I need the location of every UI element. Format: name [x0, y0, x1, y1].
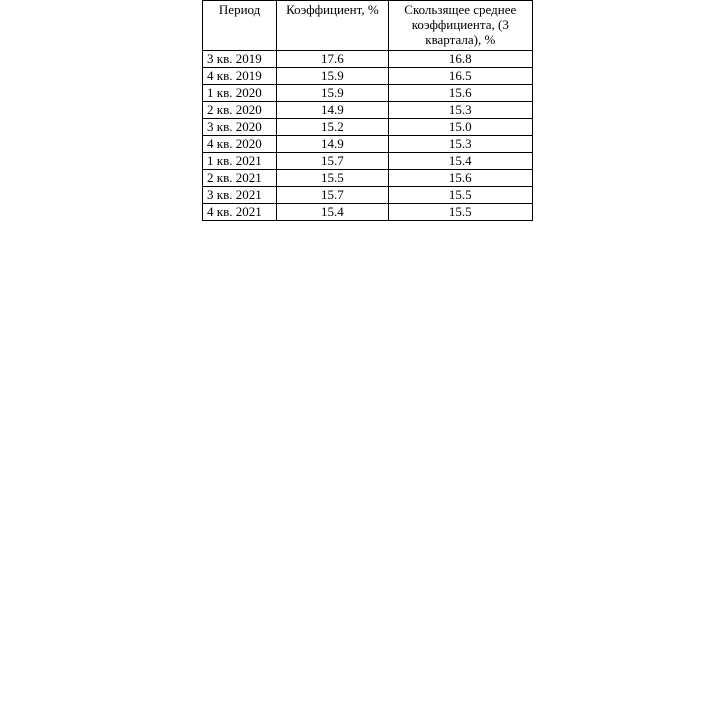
- cell-coefficient: 15.9: [277, 85, 388, 102]
- cell-coefficient: 15.7: [277, 153, 388, 170]
- cell-moving-average: 15.5: [388, 187, 532, 204]
- cell-coefficient: 14.9: [277, 102, 388, 119]
- cell-moving-average: 15.6: [388, 170, 532, 187]
- cell-coefficient: 17.6: [277, 51, 388, 68]
- data-table: [202, 0, 533, 221]
- cell-moving-average: 15.6: [388, 85, 532, 102]
- table-row: [203, 187, 533, 204]
- cell-moving-average: 15.3: [388, 136, 532, 153]
- table-header: [203, 1, 533, 51]
- table-row: [203, 204, 533, 221]
- cell-coefficient: 14.9: [277, 136, 388, 153]
- header-period: Период: [203, 1, 277, 51]
- cell-period: 1 кв. 2021: [203, 153, 277, 170]
- cell-period: 2 кв. 2021: [203, 170, 277, 187]
- table-row: [203, 102, 533, 119]
- cell-coefficient: 15.5: [277, 170, 388, 187]
- table-body: [203, 51, 533, 221]
- cell-period: 3 кв. 2021: [203, 187, 277, 204]
- table-row: [203, 170, 533, 187]
- cell-moving-average: 16.8: [388, 51, 532, 68]
- cell-period: 4 кв. 2019: [203, 68, 277, 85]
- cell-period: 3 кв. 2019: [203, 51, 277, 68]
- cell-moving-average: 16.5: [388, 68, 532, 85]
- cell-moving-average: 15.5: [388, 204, 532, 221]
- cell-coefficient: 15.9: [277, 68, 388, 85]
- cell-period: 4 кв. 2021: [203, 204, 277, 221]
- cell-coefficient: 15.2: [277, 119, 388, 136]
- header-moving-average: Скользящее среднее коэффициента, (3 квартала), %: [388, 1, 532, 51]
- table-row: [203, 51, 533, 68]
- cell-period: 3 кв. 2020: [203, 119, 277, 136]
- table-row: [203, 68, 533, 85]
- table-row: [203, 136, 533, 153]
- cell-moving-average: 15.0: [388, 119, 532, 136]
- cell-coefficient: 15.7: [277, 187, 388, 204]
- header-row: [203, 1, 533, 51]
- header-coefficient: Коэффициент, %: [277, 1, 388, 51]
- cell-moving-average: 15.4: [388, 153, 532, 170]
- cell-period: 4 кв. 2020: [203, 136, 277, 153]
- cell-period: 1 кв. 2020: [203, 85, 277, 102]
- table-row: [203, 85, 533, 102]
- cell-coefficient: 15.4: [277, 204, 388, 221]
- table-row: [203, 153, 533, 170]
- table-row: [203, 119, 533, 136]
- cell-period: 2 кв. 2020: [203, 102, 277, 119]
- cell-moving-average: 15.3: [388, 102, 532, 119]
